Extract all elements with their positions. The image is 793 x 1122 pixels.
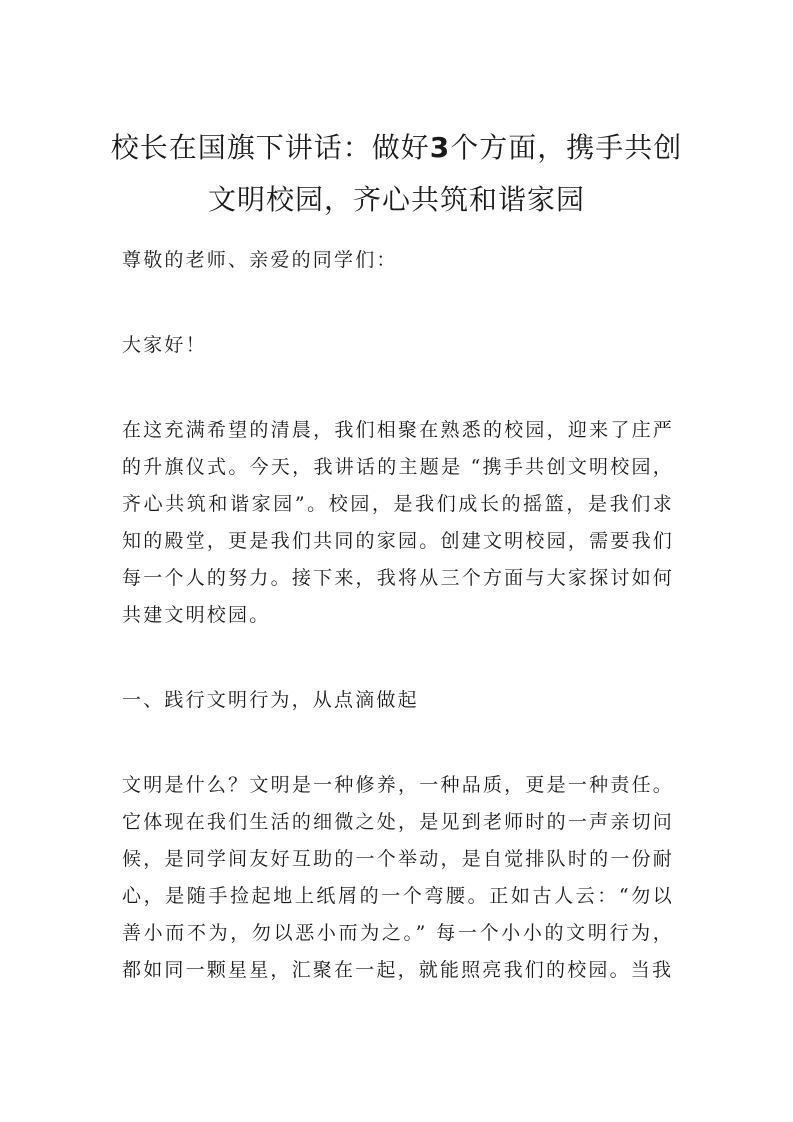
title-number: 3 xyxy=(429,131,451,164)
paragraph-spacer xyxy=(122,279,674,327)
section-heading: 一、践行文明行为，从点滴做起 xyxy=(122,689,419,711)
title-text-part1: 校长在国旗下讲话：做好 xyxy=(110,131,430,164)
paragraph-spacer xyxy=(122,719,674,767)
intro-paragraph: 在这充满希望的清晨，我们相聚在熟悉的校园，迎来了庄严的升旗仪式。今天，我讲话的主题是 “携手共创文明校园，齐心共筑和谐家园”。校园，是我们成长的摇篮，是我们求知的殿堂，更是我们共同的家园。创建文明校园，需要我们每一个人的努力。接下来，我将从三个方面与大家探讨如何共建文明校园。 xyxy=(122,419,674,626)
title-text-part2: 个方面，携手共创文明校园，齐心共筑和谐家园 xyxy=(207,131,683,216)
paragraph-spacer xyxy=(122,364,674,412)
greeting: 大家好！ xyxy=(122,334,207,356)
salutation: 尊敬的老师、亲爱的同学们： xyxy=(122,249,398,271)
document-body xyxy=(122,242,674,989)
section-paragraph: 文明是什么？文明是一种修养，一种品质，更是一种责任。它体现在我们生活的细微之处，是见到老师时的一声亲切问候，是同学间友好互助的一个举动，是自觉排队时的一份耐心，是随手捡起地上纸屑的一个弯腰。正如古人云：“勿以善小而不为，勿以恶小而为之。” 每一个小小的文明行为，都如同一颗星星，汇聚在一起，就能照亮我们的校园。当我 xyxy=(122,774,674,981)
document-title xyxy=(110,122,683,226)
paragraph-spacer xyxy=(122,634,674,682)
